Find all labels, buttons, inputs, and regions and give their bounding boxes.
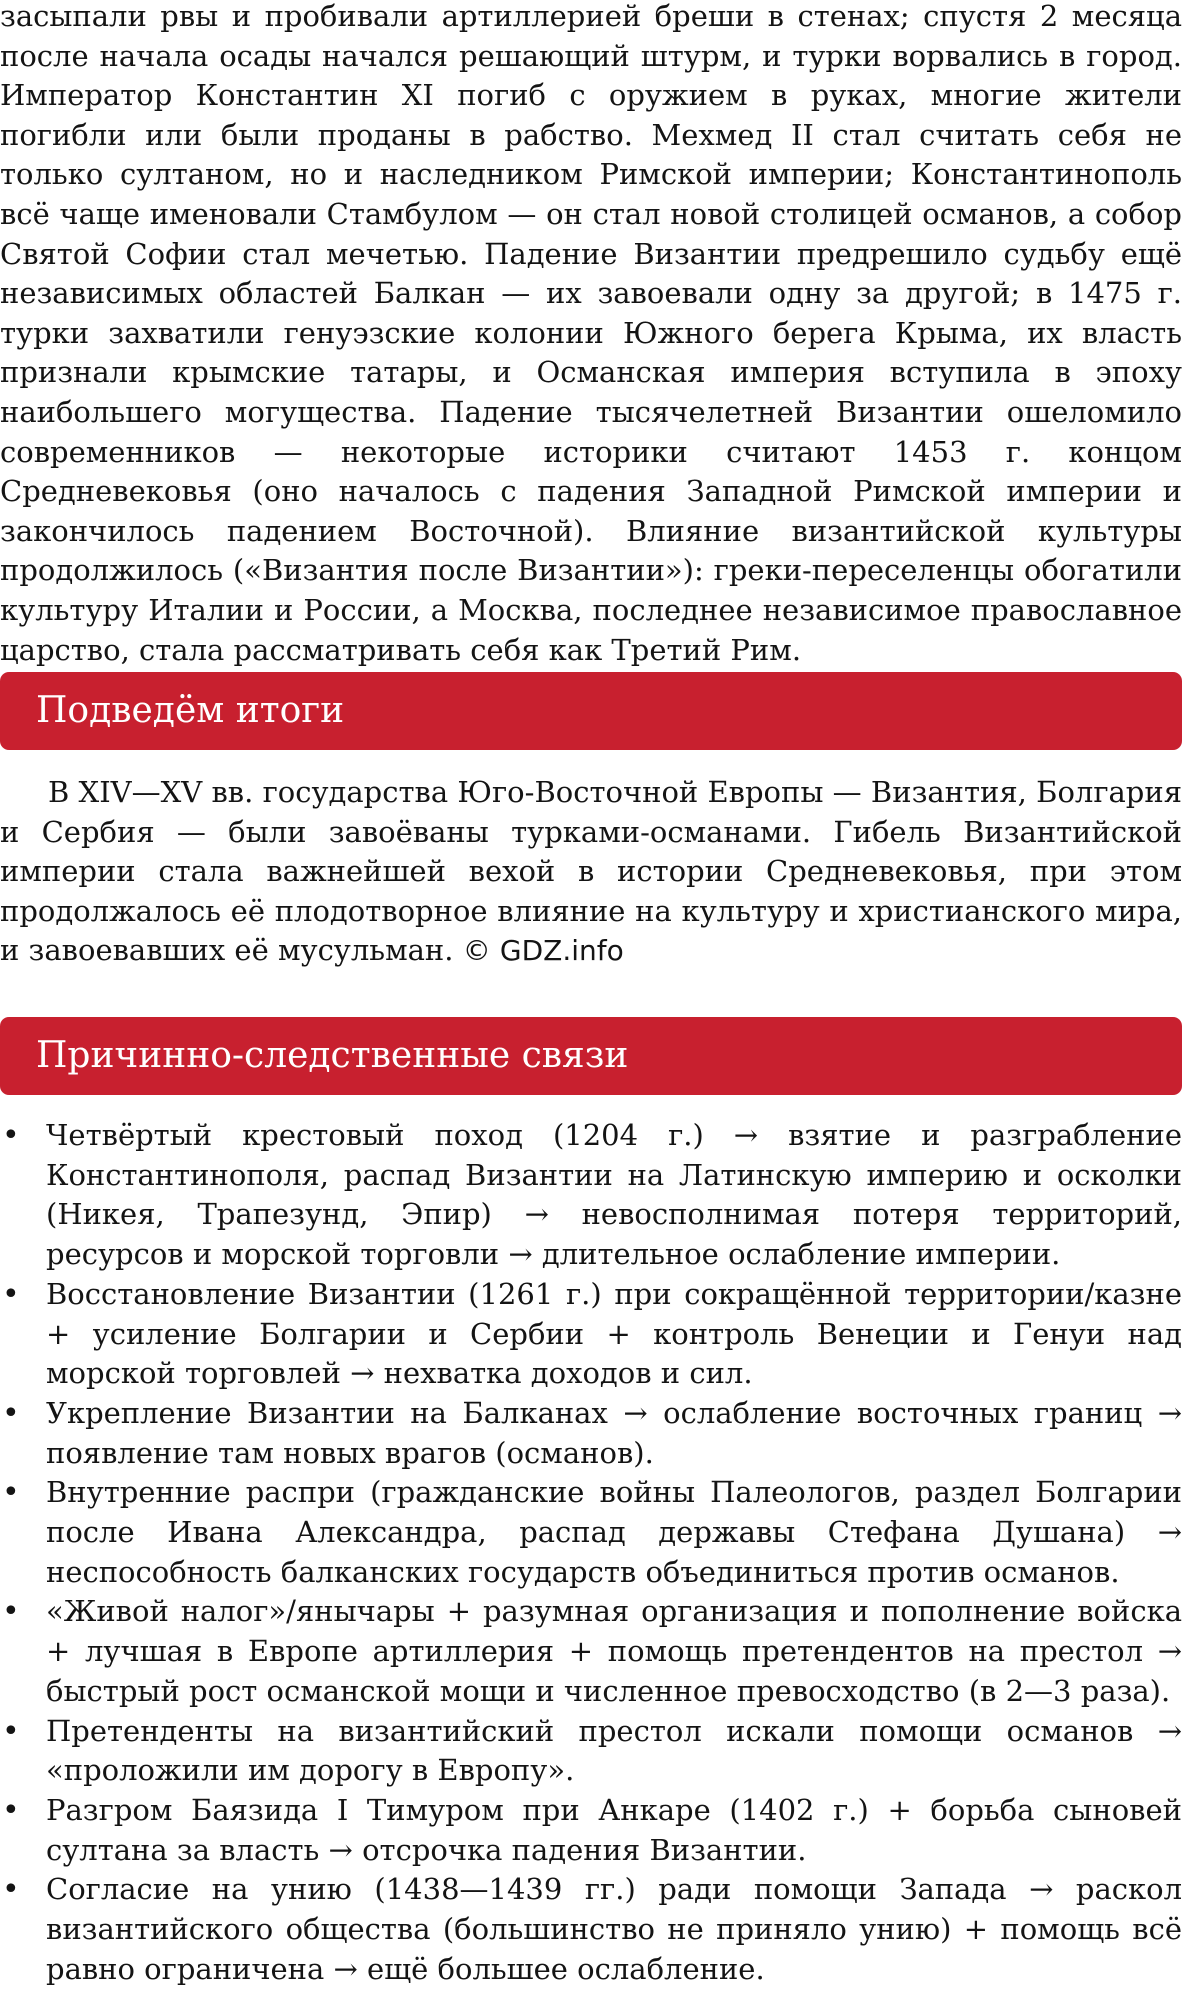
list-item xyxy=(0,1473,1182,1592)
list-item-text: Разгром Баязида I Тимуром при Анкаре (1402 г.) + борьба сыновей султана за власть → отсрочка падения Византии. xyxy=(46,1792,1182,1867)
list-item xyxy=(0,1275,1182,1394)
causes-list xyxy=(0,1116,1182,1989)
list-item-text: Укрепление Византии на Балканах → ослабление восточных границ → появление там новых врагов (османов). xyxy=(46,1395,1182,1470)
list-item xyxy=(0,1870,1182,1989)
list-item-text: «Живой налог»/янычары + разумная организация и пополнение войска + лучшая в Европе артиллерия + помощь претендентов на престол → быстрый рост османской мощи и численное превосходство (в 2—3 раза). xyxy=(46,1594,1182,1708)
summary-heading: Подведём итоги xyxy=(36,690,345,731)
list-item-text: Внутренние распри (гражданские войны Палеологов, раздел Болгарии после Ивана Александра, распад державы Стефана Душана) → неспособность балканских государств объединиться против османов. xyxy=(46,1475,1182,1589)
summary-heading-band xyxy=(0,672,1182,750)
list-item xyxy=(0,1394,1182,1473)
bullet-icon: • xyxy=(2,1872,20,1908)
list-item-text: Восстановление Византии (1261 г.) при сокращённой территории/казне + усиление Болгарии и Сербии + контроль Венеции и Генуи над морской торговлей → нехватка доходов и сил. xyxy=(46,1276,1182,1391)
list-item xyxy=(0,1592,1182,1711)
summary-paragraph xyxy=(0,773,1182,971)
bullet-icon: • xyxy=(2,1713,20,1749)
list-item-text: Четвёртый крестовый поход (1204 г.) → взятие и разграбление Константинополя, распад Византии на Латинскую империю и осколки (Никея, Трапезунд, Эпир) → невосполнимая потеря территорий, ресурсов и морской торговли → длительное ослабление империи. xyxy=(46,1118,1182,1272)
list-item xyxy=(0,1116,1182,1275)
bullet-icon: • xyxy=(2,1276,20,1312)
bullet-icon: • xyxy=(2,1475,20,1511)
list-item-text: Согласие на унию (1438—1439 гг.) ради помощи Запада → раскол византийского общества (большинство не приняло унию) + помощь всё равно ограничена → ещё большее ослабление. xyxy=(46,1872,1182,1986)
causes-heading-band xyxy=(0,1017,1182,1095)
list-item-text: Претенденты на византийский престол искали помощи османов → «проложили им дорогу в Европу». xyxy=(46,1713,1182,1788)
bullet-icon: • xyxy=(2,1792,20,1828)
bullet-icon: • xyxy=(2,1118,20,1153)
copyright-icon: © xyxy=(462,934,491,968)
copyright-label: GDZ.info xyxy=(499,934,624,968)
summary-text: В XIV—XV вв. государства Юго-Восточной Европы — Византия, Болгария и Сербия — были завоёваны турками-османами. Гибель Византийской империи стала важнейшей вехой в истории Средневековья, при этом продолжалось её плодотворное влияние на культуру и христианского мира, и завоевавших её мусульман. xyxy=(0,775,1182,968)
bullet-icon: • xyxy=(2,1594,20,1630)
bullet-icon: • xyxy=(2,1395,20,1431)
intro-paragraph: засыпали рвы и пробивали артиллерией бреши в стенах; спустя 2 месяца после начала осады начался решающий штурм, и турки ворвались в город. Император Константин XI погиб с оружием в руках, многие жители погибли или были проданы в рабство. Мехмед II стал считать себя не только султаном, но и наследником Римской империи; Константинополь всё чаще именовали Стамбулом — он стал новой столицей османов, а собор Святой Софии стал мечетью. Падение Византии предрешило судьбу ещё независимых областей Балкан — их завоевали одну за другой; в 1475 г. турки захватили генуэзские колонии Южного берега Крыма, их власть признали крымские татары, и Османская империя вступила в эпоху наибольшего могущества. Падение тысячелетней Византии ошеломило современников — некоторые историки считают 1453 г. концом Средневековья (оно началось с падения Западной Римской империи и закончилось падением Восточной). Влияние византийской культуры продолжилось («Византия после Византии»): греки-переселенцы обогатили культуру Италии и России, а Москва, последнее независимое православное царство, стала рассматривать себя как Третий Рим. xyxy=(0,0,1182,667)
list-item xyxy=(0,1712,1182,1791)
list-item xyxy=(0,1791,1182,1870)
causes-heading: Причинно-следственные связи xyxy=(36,1035,629,1076)
